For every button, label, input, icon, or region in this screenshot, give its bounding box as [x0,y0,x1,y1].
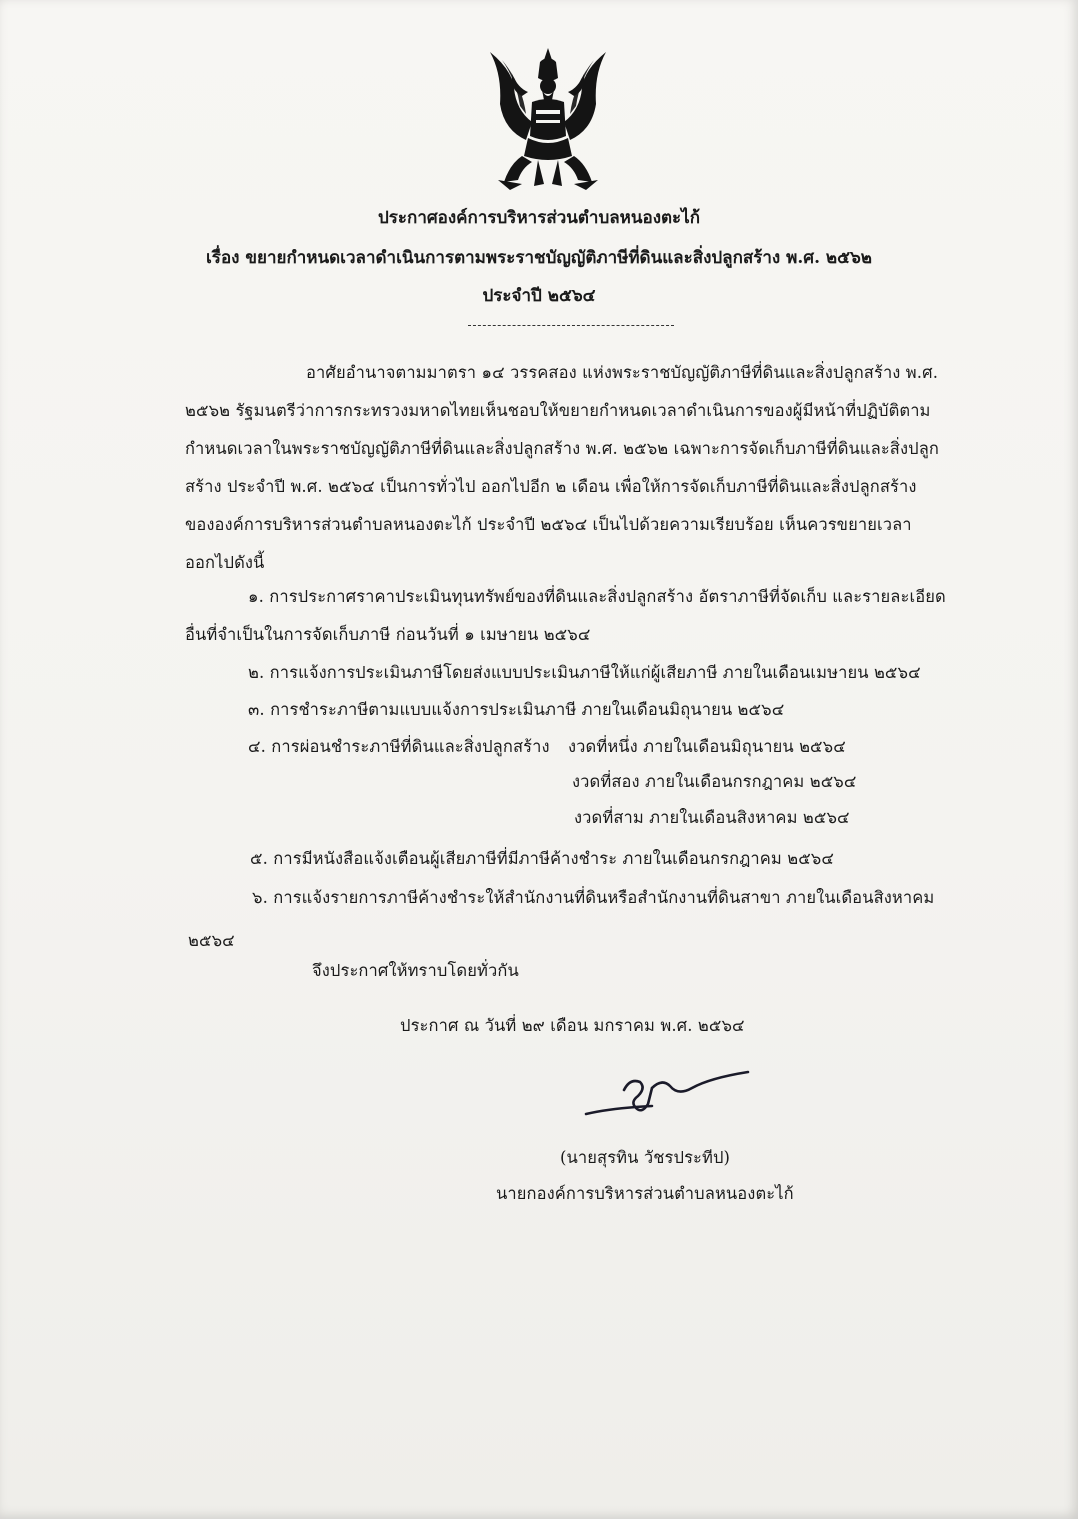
org-title: ประกาศองค์การบริหารส่วนตำบลหนองตะไก้ [377,208,701,228]
item-3: ๓. การชำระภาษีตามแบบแจ้งการประเมินภาษี ภายในเดือนมิถุนายน ๒๕๖๔ [248,700,785,719]
item-4-label: ๔. การผ่อนชำระภาษีที่ดินและสิ่งปลูกสร้าง [248,737,550,756]
year-line: ประจำปี ๒๕๖๔ [482,286,596,306]
intro-line: กำหนดเวลาในพระราชบัญญัติภาษีที่ดินและสิ่งปลูกสร้าง พ.ศ. ๒๕๖๒ เฉพาะการจัดเก็บภาษีที่ดินและสิ่งปลูก [185,439,940,458]
item-4-installment: งวดที่สอง ภายในเดือนกรกฎาคม ๒๕๖๔ [572,772,857,791]
garuda-emblem-icon [482,44,614,192]
intro-line: ๒๕๖๒ รัฐมนตรีว่าการกระทรวงมหาดไทยเห็นชอบให้ขยายกำหนดเวลาดำเนินการของผู้มีหน้าที่ปฏิบัติตาม [185,401,931,420]
item-4-installment: งวดที่หนึ่ง ภายในเดือนมิถุนายน ๒๕๖๔ [568,737,846,756]
signature-mark [582,1068,752,1128]
subject-line: เรื่อง ขยายกำหนดเวลาดำเนินการตามพระราชบัญญัติภาษีที่ดินและสิ่งปลูกสร้าง พ.ศ. ๒๕๖๒ [206,248,872,268]
closing-line: จึงประกาศให้ทราบโดยทั่วกัน [312,961,519,980]
item-2: ๒. การแจ้งการประเมินภาษีโดยส่งแบบประเมินภาษีให้แก่ผู้เสียภาษี ภายในเดือนเมษายน ๒๕๖๔ [248,663,921,682]
item-1-line-1: ๑. การประกาศราคาประเมินทุนทรัพย์ของที่ดินและสิ่งปลูกสร้าง อัตราภาษีที่จัดเก็บ และรายละเอียด [248,587,946,606]
item-5: ๕. การมีหนังสือแจ้งเตือนผู้เสียภาษีที่มีภาษีค้างชำระ ภายในเดือนกรกฎาคม ๒๕๖๔ [250,849,834,868]
item-6-line-1: ๖. การแจ้งรายการภาษีค้างชำระให้สำนักงานที่ดินหรือสำนักงานที่ดินสาขา ภายในเดือนสิงหาคม [252,888,935,907]
intro-line: สร้าง ประจำปี พ.ศ. ๒๕๖๔ เป็นการทั่วไป ออกไปอีก ๒ เดือน เพื่อให้การจัดเก็บภาษีที่ดินและสิ่งปลูกสร้าง [185,477,917,496]
item-4-installment: งวดที่สาม ภายในเดือนสิงหาคม ๒๕๖๔ [574,808,850,827]
intro-line: ออกไปดังนี้ [185,553,265,572]
item-6-line-2: ๒๕๖๔ [188,931,235,950]
item-1-line-2: อื่นที่จำเป็นในการจัดเก็บภาษี ก่อนวันที่ ๑ เมษายน ๒๕๖๔ [185,625,591,644]
intro-line: ขององค์การบริหารส่วนตำบลหนองตะไก้ ประจำปี ๒๕๖๔ เป็นไปด้วยความเรียบร้อย เห็นควรขยายเวลา [185,515,912,534]
header-divider [468,325,674,326]
signatory-name: (นายสุรทิน วัชรประทีป) [560,1148,731,1167]
date-line: ประกาศ ณ วันที่ ๒๙ เดือน มกราคม พ.ศ. ๒๕๖๔ [400,1016,745,1035]
signatory-position: นายกองค์การบริหารส่วนตำบลหนองตะไก้ [496,1184,794,1203]
intro-line: อาศัยอำนาจตามมาตรา ๑๔ วรรคสอง แห่งพระราชบัญญัติภาษีที่ดินและสิ่งปลูกสร้าง พ.ศ. [306,363,939,382]
